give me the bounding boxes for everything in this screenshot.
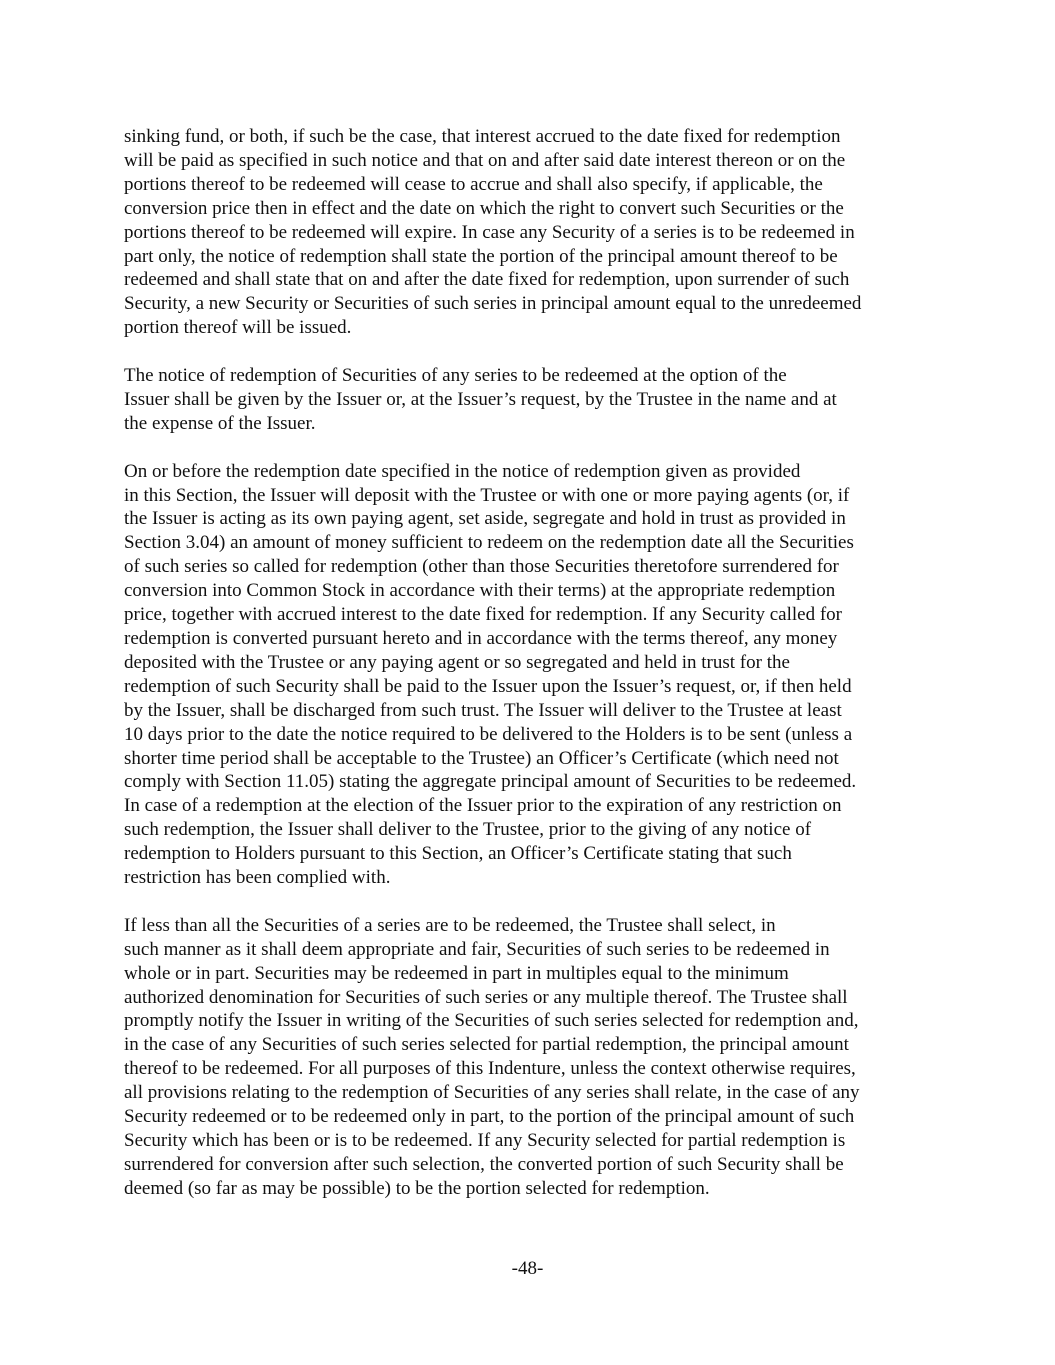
paragraph-continuation: sinking fund, or both, if such be the case, that interest accrued to the date fixed for redemption will be paid as specified in such notice and that on and after said date interest thereon or on the portions thereof to be redeemed will cease to accrue and shall also specify, if applicable, the conversion price then in effect and the date on which the right to convert such Securities or the portions thereof to be redeemed will expire. In case any Security of a series is to be redeemed in part only, the notice of redemption shall state the portion of the principal amount thereof to be redeemed and shall state that on and after the date fixed for redemption, upon surrender of such Security, a new Security or Securities of such series in principal amount equal to the unredeemed portion thereof will be issued. bbox=[124, 126, 862, 339]
page-number: -48- bbox=[511, 1258, 544, 1279]
paragraph-deposit-of-redemption-price: On or before the redemption date specified in the notice of redemption given as provided in this Section, the Issuer will deposit with the Trustee or with one or more paying agents (or, if the Issuer is acting as its own paying agent, set aside, segregate and hold in trust as provided in Section 3.04) an amount of money sufficient to redeem on the redemption date all the Securities of such series so called for redemption (other than those Securities theretofore surrendered for conversion into Common Stock in accordance with their terms) at the appropriate redemption price, together with accrued interest to the date fixed for redemption. If any Security called for redemption is converted pursuant hereto and in accordance with the terms thereof, any money deposited with the Trustee or any paying agent or so segregated and held in trust for the redemption of such Security shall be paid to the Issuer upon the Issuer’s request, or, if then held by the Issuer, shall be discharged from such trust. The Issuer will deliver to the Trustee at least 10 days prior to the date the notice required to be delivered to the Holders is to be sent (unless a shorter time period shall be acceptable to the Trustee) an Officer’s Certificate (which need not comply with Section 11.05) stating the aggregate principal amount of Securities to be redeemed. In case of a redemption at the election of the Issuer prior to the expiration of any restriction on such redemption, the Issuer shall deliver to the Trustee, prior to the giving of any notice of redemption to Holders pursuant to this Section, an Officer’s Certificate stating that such restriction has been complied with. bbox=[124, 460, 857, 889]
paragraph-notice-of-redemption: The notice of redemption of Securities of any series to be redeemed at the option of the Issuer shall be given by the Issuer or, at the Issuer’s request, by the Trustee in the name and at the expense of the Issuer. bbox=[124, 365, 837, 434]
body-text bbox=[124, 125, 932, 1225]
paragraph-selection-for-redemption: If less than all the Securities of a series are to be redeemed, the Trustee shall select, in such manner as it shall deem appropriate and fair, Securities of such series to be redeemed in whole or in part. Securities may be redeemed in part in multiples equal to the minimum authorized denomination for Securities of such series or any multiple thereof. The Trustee shall promptly notify the Issuer in writing of the Securities of such series selected for redemption and, in the case of any Securities of such series selected for partial redemption, the principal amount thereof to be redeemed. For all purposes of this Indenture, unless the context otherwise requires, all provisions relating to the redemption of Securities of any series shall relate, in the case of any Security redeemed or to be redeemed only in part, to the portion of the principal amount of such Security which has been or is to be redeemed. If any Security selected for partial redemption is surrendered for conversion after such selection, the converted portion of such Security shall be deemed (so far as may be possible) to be the portion selected for redemption. bbox=[124, 914, 860, 1199]
